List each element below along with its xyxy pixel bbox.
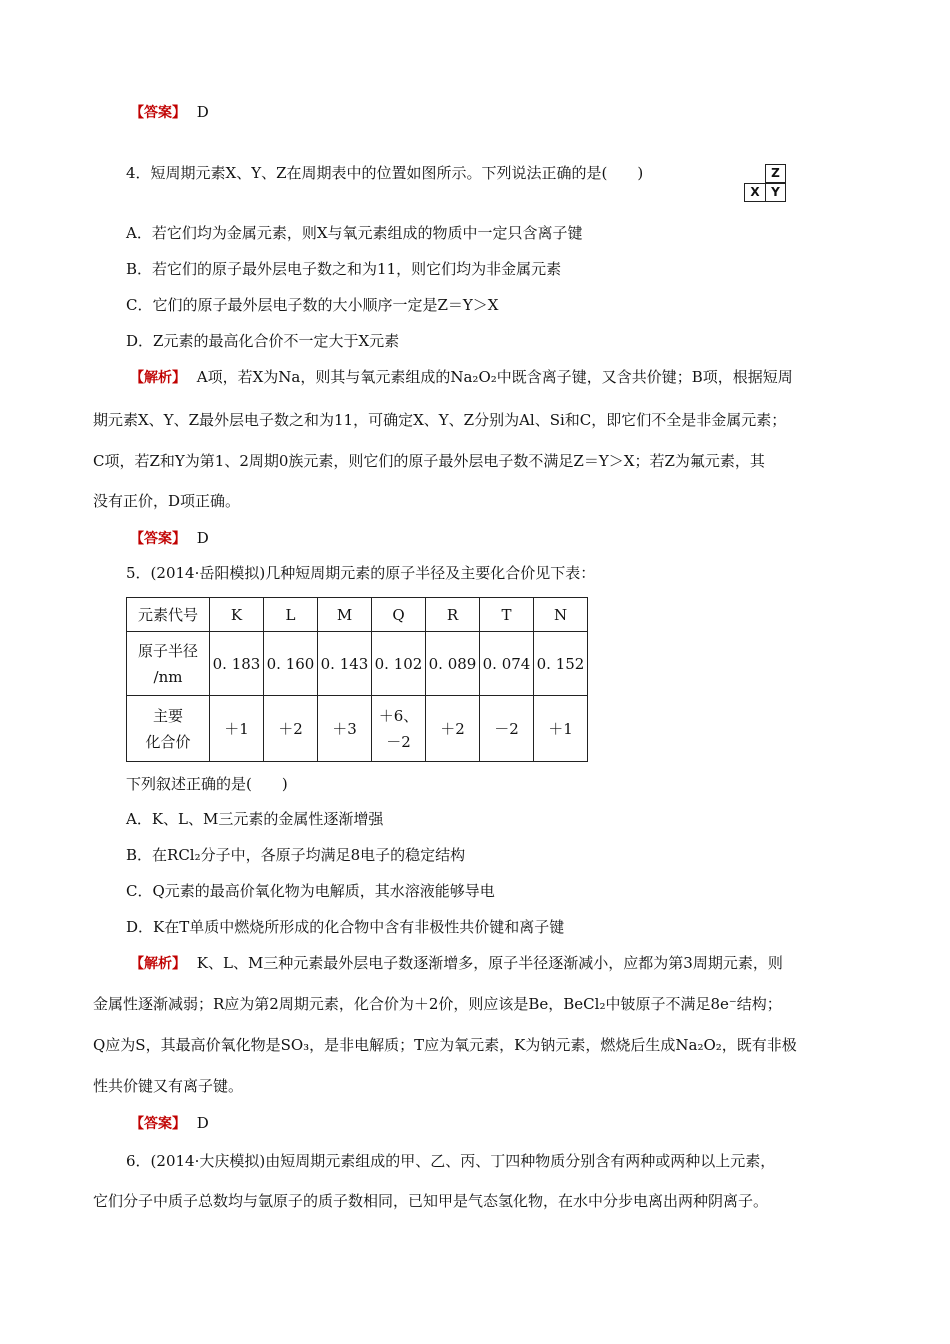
element-t: T [480, 598, 534, 632]
q6-line-1: 6．(2014·大庆模拟)由短周期元素组成的甲、乙、丙、丁四种物质分别含有两种或两种以上元素， [126, 1152, 776, 1170]
q4-analysis-line-3: C项，若Z和Y为第1、2周期0族元素，则它们的原子最外层电子数不满足Z＝Y＞X；若Z为氟元素，其 [93, 452, 765, 470]
element-table [126, 597, 588, 762]
radius-label-2: /nm [153, 667, 183, 686]
table-row [127, 598, 588, 632]
answer-value: D [196, 1114, 209, 1132]
header-label: 元素代号 [127, 598, 210, 632]
q4-option-c: C．它们的原子最外层电子数的大小顺序一定是Z＝Y＞X [126, 296, 499, 314]
valence-m: ＋3 [318, 696, 372, 762]
valence-label-1: 主要 [152, 706, 183, 725]
cell-z: Z [765, 164, 786, 183]
cell-x: X [744, 183, 766, 202]
analysis-tag: 【解析】 [130, 956, 186, 972]
element-l: L [264, 598, 318, 632]
answer-row-q3 [130, 102, 209, 123]
element-q: Q [372, 598, 426, 632]
analysis-text: K、L、M三种元素最外层电子数逐渐增多，原子半径逐渐减小，应都为第3周期元素，则 [196, 954, 783, 972]
radius-q: 0. 102 [372, 632, 426, 696]
valence-t: －2 [480, 696, 534, 762]
radius-r: 0. 089 [426, 632, 480, 696]
cell-y: Y [765, 183, 786, 202]
answer-tag: 【答案】 [130, 105, 186, 121]
analysis-text: A项，若X为Na，则其与氧元素组成的Na₂O₂中既含离子键，又含共价键；B项，根据短周 [196, 368, 793, 386]
valence-l: ＋2 [264, 696, 318, 762]
q5-analysis-line-3: Q应为S，其最高价氧化物是SO₃，是非电解质；T应为氧元素，K为钠元素，燃烧后生成Na₂O₂，既有非极 [93, 1036, 797, 1054]
q4-analysis-line-2: 期元素X、Y、Z最外层电子数之和为11，可确定X、Y、Z分别为Al、Si和C，即它们不全是非金属元素； [93, 411, 787, 429]
q4-option-b: B．若它们的原子最外层电子数之和为11，则它们均为非金属元素 [126, 260, 562, 278]
q5-option-b: B．在RCl₂分子中，各原子均满足8电子的稳定结构 [126, 846, 466, 864]
q4-analysis-line-4: 没有正价，D项正确。 [93, 492, 241, 510]
q5-analysis-line-2: 金属性逐渐减弱；R应为第2周期元素，化合价为＋2价，则应该是Be，BeCl₂中铍原子不满足8e⁻结构； [93, 995, 782, 1013]
valence-n: ＋1 [534, 696, 588, 762]
radius-label [127, 632, 210, 696]
answer-row-q5 [130, 1113, 209, 1134]
q5-prompt: 下列叙述正确的是( ) [126, 775, 288, 793]
radius-label-1: 原子半径 [137, 641, 198, 660]
answer-tag: 【答案】 [130, 531, 186, 547]
q5-analysis-line-4: 性共价键又有离子键。 [93, 1077, 244, 1095]
answer-tag: 【答案】 [130, 1116, 186, 1132]
table-row [127, 632, 588, 696]
radius-n: 0. 152 [534, 632, 588, 696]
element-n: N [534, 598, 588, 632]
answer-value: D [196, 103, 209, 121]
valence-label [127, 696, 210, 762]
q4-option-d: D．Z元素的最高化合价不一定大于X元素 [126, 332, 400, 350]
element-m: M [318, 598, 372, 632]
valence-q-1: ＋6、 [378, 706, 419, 725]
answer-row-q4 [130, 528, 209, 549]
valence-label-2: 化合价 [145, 732, 191, 751]
q4-stem: 4．短周期元素X、Y、Z在周期表中的位置如图所示。下列说法正确的是( ) [126, 164, 644, 182]
q6-line-2: 它们分子中质子总数均与氩原子的质子数相同，已知甲是气态氢化物，在水中分步电离出两种阴离子。 [93, 1192, 769, 1210]
valence-q [372, 696, 426, 762]
periodic-table-figure [744, 164, 786, 202]
q5-option-d: D．K在T单质中燃烧所形成的化合物中含有非极性共价键和离子键 [126, 918, 565, 936]
q5-option-c: C．Q元素的最高价氧化物为电解质，其水溶液能够导电 [126, 882, 495, 900]
q5-stem: 5．(2014·岳阳模拟)几种短周期元素的原子半径及主要化合价见下表： [126, 564, 596, 582]
table-row [127, 696, 588, 762]
analysis-tag: 【解析】 [130, 370, 186, 386]
valence-q-2: －2 [386, 732, 411, 751]
q5-option-a: A．K、L、M三元素的金属性逐渐增强 [126, 810, 384, 828]
element-r: R [426, 598, 480, 632]
element-k: K [210, 598, 264, 632]
radius-t: 0. 074 [480, 632, 534, 696]
q4-analysis-line-1 [130, 367, 793, 388]
q5-analysis-line-1 [130, 953, 783, 974]
radius-m: 0. 143 [318, 632, 372, 696]
answer-value: D [196, 529, 209, 547]
valence-r: ＋2 [426, 696, 480, 762]
valence-k: ＋1 [210, 696, 264, 762]
q4-option-a: A．若它们均为金属元素，则X与氧元素组成的物质中一定只含离子键 [126, 224, 583, 242]
radius-k: 0. 183 [210, 632, 264, 696]
radius-l: 0. 160 [264, 632, 318, 696]
